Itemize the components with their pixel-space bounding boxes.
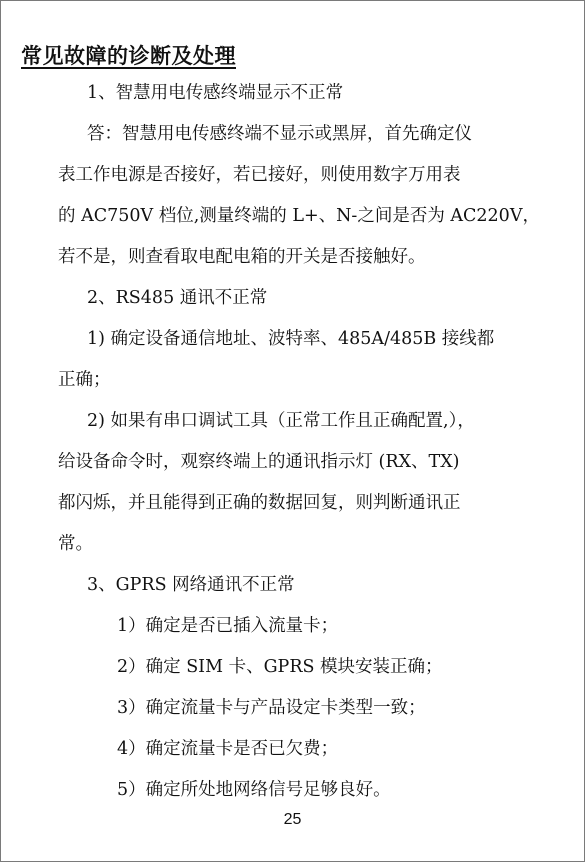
section-title: 常见故障的诊断及处理 xyxy=(21,43,236,68)
paragraph-line: 表工作电源是否接好，若已接好，则使用数字万用表 xyxy=(58,165,461,185)
paragraph-line: 的 AC750V 档位,测量终端的 L+、N-之间是否为 AC220V， xyxy=(58,206,540,226)
paragraph-line: 常。 xyxy=(58,534,93,554)
paragraph-line: 若不是，则查看取电配电箱的开关是否接触好。 xyxy=(58,247,426,267)
list-item: 3）确定流量卡与产品设定卡类型一致； xyxy=(117,698,426,718)
heading-rs485-fault: 2、RS485 通讯不正常 xyxy=(87,288,268,308)
paragraph-line: 正确； xyxy=(58,370,111,390)
paragraph-line: 1) 确定设备通信地址、波特率、485A/485B 接线都 xyxy=(87,329,495,349)
list-item: 5）确定所处地网络信号足够良好。 xyxy=(117,780,391,800)
heading-gprs-fault: 3、GPRS 网络通讯不正常 xyxy=(87,575,295,595)
paragraph-line: 2) 如果有串口调试工具（正常工作且正确配置,）， xyxy=(87,411,475,431)
list-item: 4）确定流量卡是否已欠费； xyxy=(117,739,339,759)
list-item: 2）确定 SIM 卡、GPRS 模块安装正确； xyxy=(117,657,443,677)
heading-display-fault: 1、智慧用电传感终端显示不正常 xyxy=(87,83,344,103)
page-number: 25 xyxy=(283,811,302,828)
list-item: 1）确定是否已插入流量卡； xyxy=(117,616,339,636)
paragraph-line: 都闪烁，并且能得到正确的数据回复，则判断通讯正 xyxy=(58,493,461,513)
paragraph-line: 答：智慧用电传感终端不显示或黑屏，首先确定仪 xyxy=(87,124,472,144)
paragraph-line: 给设备命令时，观察终端上的通讯指示灯 (RX、TX) xyxy=(58,452,460,472)
